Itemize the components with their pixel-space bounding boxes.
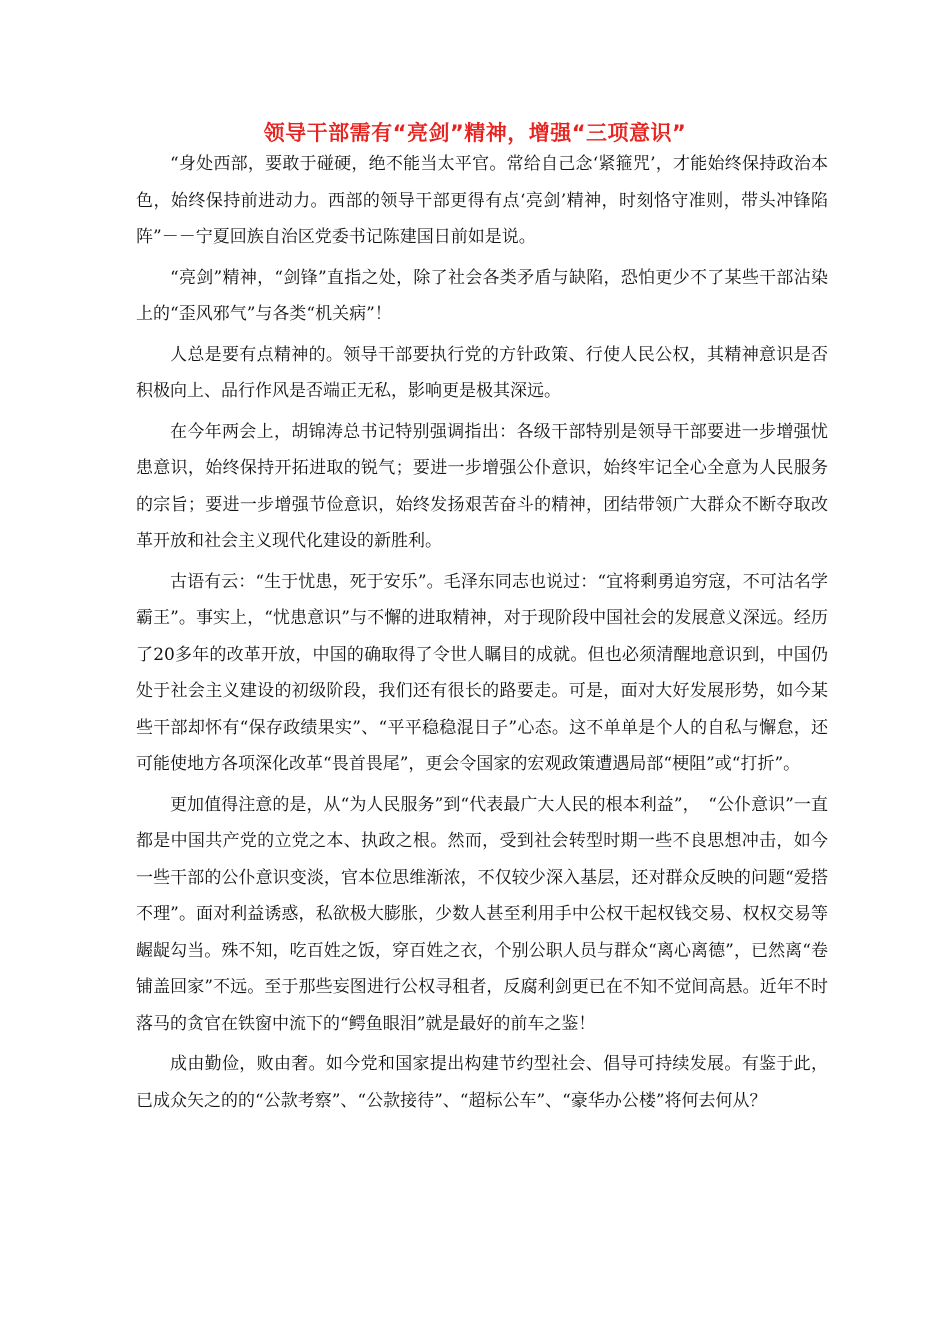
document-title: 领导干部需有“亮剑”精神，增强“三项意识” — [263, 121, 687, 145]
paragraph-6: 更加值得注意的是，从“为人民服务”到“代表最广大人民的根本利益”， “公仆意识”一直都是中国共产党的立党之本、执政之根。然而，受到社会转型时期一些不良思想冲击，如今一些干部的公仆意识变淡，官本位思维渐浓，不仅较少深入基层，还对群众反映的问题“爱搭不理”。面对利益诱惑，私欲极大膨胀，少数人甚至利用手中公权干起权钱交易、权权交易等龌龊勾当。殊不知，吃百姓之饭，穿百姓之衣，个别公职人员与群众“离心离德”，已然离“卷铺盖回家”不远。至于那些妄图进行公权寻租者，反腐利剑更已在不知不觉间高悬。近年不时落马的贪官在铁窗中流下的“鳄鱼眼泪”就是最好的前车之鉴！ — [136, 794, 828, 1034]
paragraph-1: “身处西部，要敢于碰硬，绝不能当太平官。常给自己念‘紧箍咒’，才能始终保持政治本色，始终保持前进动力。西部的领导干部更得有点‘亮剑’精神，时刻恪守准则，带头冲锋陷阵”－－宁夏回族自治区党委书记陈建国日前如是说。 — [136, 154, 828, 247]
paragraph-2: “亮剑”精神，“剑锋”直指之处，除了社会各类矛盾与缺陷，恐怕更少不了某些干部沾染上的“歪风邪气”与各类“机关病”！ — [136, 267, 828, 324]
paragraph-4: 在今年两会上，胡锦涛总书记特别强调指出：各级干部特别是领导干部要进一步增强忧患意识，始终保持开拓进取的锐气；要进一步增强公仆意识，始终牢记全心全意为人民服务的宗旨；要进一步增强节俭意识，始终发扬艰苦奋斗的精神，团结带领广大群众不断夺取改革开放和社会主义现代化建设的新胜利。 — [136, 421, 828, 551]
paragraph-5: 古语有云：“生于忧患，死于安乐”。毛泽东同志也说过：“宜将剩勇追穷寇，不可沽名学霸王”。事实上，“忧患意识”与不懈的进取精神，对于现阶段中国社会的发展意义深远。经历了20多年的改革开放，中国的确取得了令世人瞩目的成就。但也必须清醒地意识到，中国仍处于社会主义建设的初级阶段，我们还有很长的路要走。可是，面对大好发展形势，如今某些干部却怀有“保存政绩果实”、“平平稳稳混日子”心态。这不单单是个人的自私与懈怠，还可能使地方各项深化改革“畏首畏尾”，更会令国家的宏观政策遭遇局部“梗阻”或“打折”。 — [136, 571, 828, 774]
document-body — [136, 146, 828, 1123]
paragraph-7: 成由勤俭，败由奢。如今党和国家提出构建节约型社会、倡导可持续发展。有鉴于此，已成众矢之的的“公款考察”、“公款接待”、“超标公车”、“豪华办公楼”将何去何从？ — [136, 1054, 828, 1111]
paragraph-3: 人总是要有点精神的。领导干部要执行党的方针政策、行使人民公权，其精神意识是否积极向上、品行作风是否端正无私，影响更是极其深远。 — [136, 344, 828, 401]
